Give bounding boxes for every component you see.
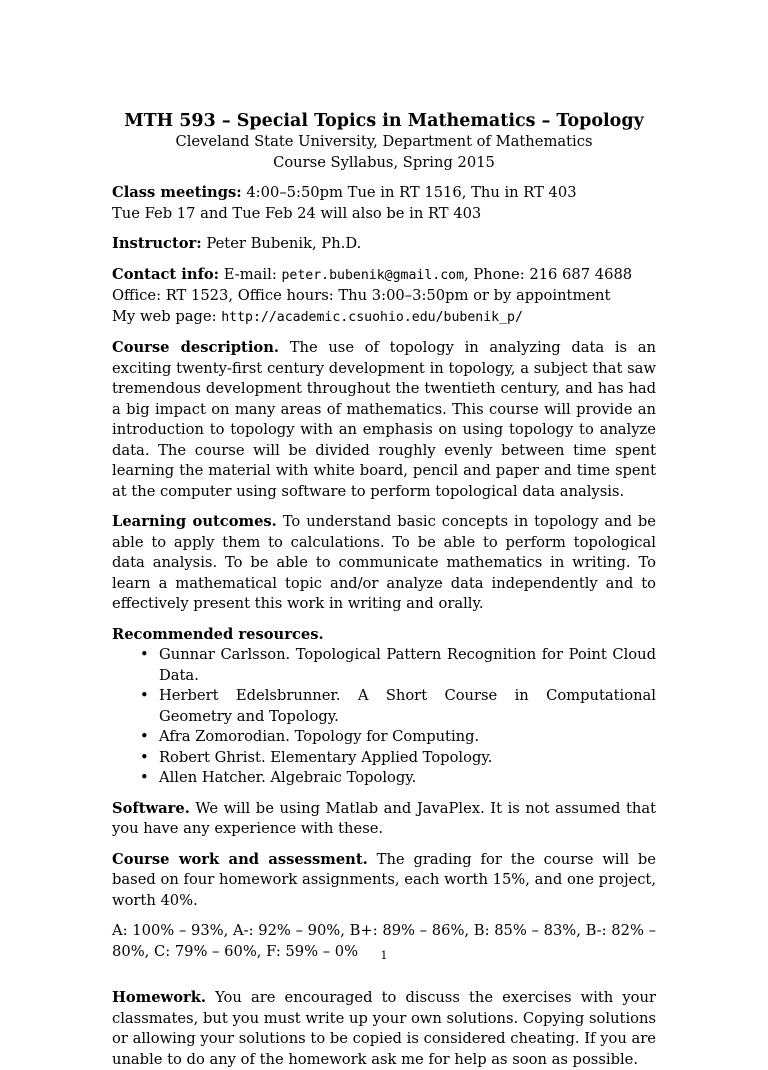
instructor-name: Peter Bubenik, Ph.D. [201, 235, 362, 252]
software-label: Software. [112, 799, 190, 817]
email-prefix: E-mail: [219, 265, 282, 283]
description-text: The use of topology in analyzing data is an exciting twenty-first century development in topology, a subject that saw tremendous development throughout the twentieth century, and has had a big impact on many areas of mathematics. This course will provide an introduction to topology with an emphasis on using topology to analyze data. The course will be divided roughly evenly between time spent learning the material with white board, pencil and paper and time spent at the computer using software to perform topological data analysis. [112, 339, 656, 500]
phone-text: , Phone: 216 687 4688 [464, 265, 633, 283]
homework-text: You are encouraged to discuss the exercises with your classmates, but you must write up your own solutions. Copying solutions or allowing your solutions to be copied is considered cheating. If you are unable to do any of the homework ask me for help as soon as possible. [112, 989, 656, 1068]
contact-section [112, 265, 656, 329]
list-item: • Herbert Edelsbrunner. A Short Course in Computational Geometry and Topology. [152, 686, 656, 727]
office-line: Office: RT 1523, Office hours: Thu 3:00–3:50pm or by appointment [112, 287, 611, 304]
instructor-section [112, 234, 656, 255]
web-prefix: My web page: [112, 307, 222, 325]
list-item: • Afra Zomorodian. Topology for Computing. [152, 727, 656, 748]
resources-label: Recommended resources. [112, 625, 324, 643]
meetings-label: Class meetings: [112, 184, 242, 201]
grade-scale: A: 100% – 93%, A-: 92% – 90%, B+: 89% – 86%, B: 85% – 83%, B-: 82% – 80%, C: 79% – 60%, F: 59% – 0% [112, 922, 656, 960]
page-title: MTH 593 – Special Topics in Mathematics – Topology [124, 111, 644, 131]
meetings-line2: Tue Feb 17 and Tue Feb 24 will also be in RT 403 [112, 204, 482, 222]
assessment-text: The grading for the course will be based on four homework assignments, each worth 15%, and one project, worth 40%. [112, 850, 656, 909]
syllabus-line: Course Syllabus, Spring 2015 [273, 153, 495, 171]
web-link[interactable]: http://academic.csuohio.edu/bubenik_p/ [221, 309, 523, 325]
homework-section [112, 988, 656, 1070]
outcomes-text: To understand basic concepts in topology and be able to apply them to calculations. To be able to perform topological data analysis. To be able to communicate mathematics in writing. To learn a mathematical topic and/or analyze data independently and to effectively present this work in writing and orally. [112, 513, 656, 612]
contact-label: Contact info: [112, 265, 220, 283]
outcomes-section [112, 512, 656, 615]
email-link[interactable]: peter.bubenik@gmail.com [281, 267, 465, 283]
meetings-line1: 4:00–5:50pm Tue in RT 1516, Thu in RT 403 [241, 184, 577, 201]
list-item: • Allen Hatcher. Algebraic Topology. [152, 768, 656, 789]
description-section [112, 338, 656, 502]
university-line: Cleveland State University, Department of Mathematics [175, 133, 593, 150]
software-text: We will be using Matlab and JavaPlex. It is not assumed that you have any experience with these. [112, 799, 656, 837]
instructor-label: Instructor: [112, 235, 202, 252]
resources-list [112, 645, 656, 789]
meetings-section [112, 183, 656, 224]
syllabus-page [112, 110, 656, 1070]
assessment-label: Course work and assessment. [112, 850, 368, 868]
resources-section [112, 625, 656, 789]
outcomes-label: Learning outcomes. [112, 513, 277, 530]
software-section [112, 799, 656, 840]
description-label: Course description. [112, 339, 280, 356]
page-number: 1 [380, 949, 388, 962]
homework-label: Homework. [112, 989, 207, 1006]
list-item: • Gunnar Carlsson. Topological Pattern Recognition for Point Cloud Data. [152, 645, 656, 686]
list-item: • Robert Ghrist. Elementary Applied Topology. [152, 748, 656, 769]
